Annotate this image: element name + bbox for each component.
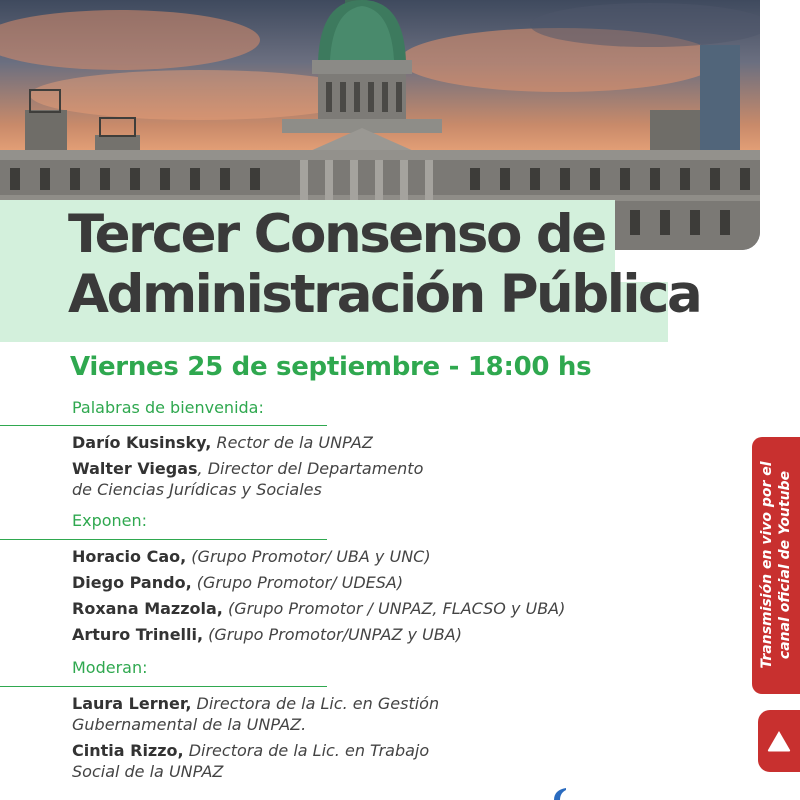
event-title	[68, 205, 700, 325]
person-name: Horacio Cao,	[72, 547, 187, 566]
person-role: Directora de la Lic. en Gestión	[191, 694, 440, 713]
person-line	[72, 433, 373, 453]
section-heading-speakers: Exponen:	[72, 511, 148, 530]
person-role: Rector de la UNPAZ	[211, 433, 373, 452]
person-role: Directora de la Lic. en Trabajo	[183, 741, 430, 760]
person-line	[72, 625, 462, 645]
section-heading-moderators: Moderan:	[72, 658, 148, 677]
person-role: (Grupo Promotor/UNPAZ y UBA)	[203, 625, 462, 644]
person-name: Cintia Rizzo,	[72, 741, 184, 760]
person-role: (Grupo Promotor/ UDESA)	[191, 573, 404, 592]
event-date: Viernes 25 de septiembre - 18:00 hs	[70, 352, 592, 382]
person-role: Social de la UNPAZ	[72, 762, 224, 781]
person-name: Arturo Trinelli,	[72, 625, 204, 644]
person-role: Gubernamental de la UNPAZ.	[72, 715, 307, 734]
person-line	[72, 459, 423, 479]
divider-welcome	[0, 425, 327, 426]
person-role: (Grupo Promotor/ UBA y UNC)	[186, 547, 431, 566]
divider-moderators	[0, 686, 327, 687]
person-line	[72, 547, 431, 567]
event-title-line-1: Tercer Consenso de	[68, 204, 605, 265]
person-role-continued	[72, 762, 223, 782]
partial-logo-mark	[548, 788, 568, 800]
person-name: Roxana Mazzola,	[72, 599, 223, 618]
person-name: Diego Pando,	[72, 573, 192, 592]
person-role-continued	[72, 480, 322, 500]
livestream-text-line-2: canal oficial de Youtube	[777, 470, 793, 660]
person-name: Walter Viegas	[72, 459, 198, 478]
divider-speakers	[0, 539, 327, 540]
person-line	[72, 599, 565, 619]
youtube-play-icon	[766, 728, 792, 754]
person-line	[72, 694, 439, 714]
person-name: Laura Lerner,	[72, 694, 192, 713]
event-title-line-2: Administración Pública	[68, 264, 701, 325]
person-role: , Director del Departamento	[197, 459, 424, 478]
person-role: de Ciencias Jurídicas y Sociales	[72, 480, 322, 499]
section-heading-welcome: Palabras de bienvenida:	[72, 398, 264, 417]
person-line	[72, 573, 403, 593]
livestream-text-line-1: Transmisión en vivo por el	[759, 461, 775, 669]
youtube-button[interactable]	[758, 710, 800, 772]
person-line	[72, 741, 429, 761]
person-role: (Grupo Promotor / UNPAZ, FLACSO y UBA)	[222, 599, 566, 618]
person-role-continued	[72, 715, 306, 735]
person-name: Darío Kusinsky,	[72, 433, 212, 452]
livestream-banner-text	[758, 440, 794, 690]
